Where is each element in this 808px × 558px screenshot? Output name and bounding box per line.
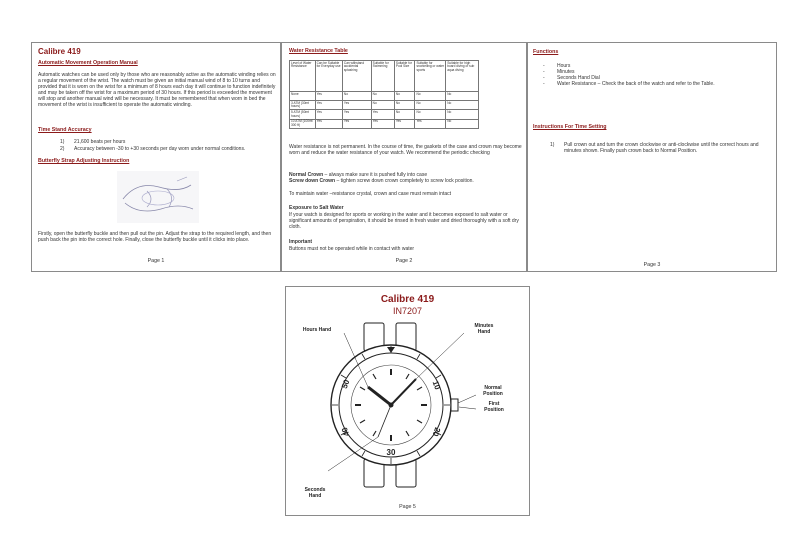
page1-title: Calibre 419 [38, 47, 81, 56]
hours-hand-label: Hours Hand [302, 327, 332, 333]
page-2 [281, 42, 527, 272]
time-setting-list [550, 142, 772, 155]
column-header: Can be Suitable for Everyday use [315, 61, 342, 92]
bezel-10: 10 [430, 379, 443, 391]
column-header: Can withstand accidental splashing [342, 61, 371, 92]
list-item: - Seconds Hand Dial [533, 75, 773, 81]
page-number: Page 1 [147, 258, 165, 264]
movement-heading: Automatic Movement Operation Manual [38, 60, 138, 66]
salt-heading: Exposure to Salt Water [289, 205, 344, 211]
column-header: Suitable for snorkelling or water sports [415, 61, 446, 92]
page-5 [285, 286, 530, 516]
crown-text: Normal Crown – always make sure it is pushed fully into case Screw down Crown – tighten screw down crown completely to screw lock position. [289, 172, 474, 185]
column-header: Suitable for Swimming [371, 61, 394, 92]
page-number: Page 3 [643, 262, 661, 268]
table-row: 10 ATM (100mt 300 ft) Yes Yes Yes Yes Yes No [290, 119, 479, 128]
list-item: 1) Pull crown out and turn the crown clockwise or anti-clockwise until the correct hours and minutes shown. Finally push crown back to Normal Position. [550, 142, 759, 155]
page-number: Page 5 [399, 504, 416, 510]
table-header-row [290, 61, 479, 92]
watch-diagram [306, 319, 511, 509]
functions-list [533, 63, 773, 87]
table-row: 5 ATM (50mt hours) Yes Yes Yes No No No [290, 110, 479, 119]
list-item: - Minutes [533, 69, 773, 75]
important-heading: Important [289, 239, 313, 245]
column-header: Suitable for high board diving or sub aqua diving [446, 61, 479, 92]
time-setting-heading: Instructions For Time Setting [533, 124, 607, 130]
seconds-hand-label: Seconds Hand [304, 487, 326, 500]
water-resistance-text: Water resistance is not permanent. In the course of time, the gaskets of the case and crown may become worn and reduce the water resistance of your watch. We recommend the periodic checking [289, 144, 522, 157]
table-row: None Yes No No No No No [290, 92, 479, 101]
water-table-heading: Water Resistance Table [289, 48, 348, 54]
model-number: IN7207 [392, 306, 423, 316]
bezel-30: 30 [386, 448, 396, 457]
crown [451, 399, 458, 411]
column-header: Level of Water Resistance [290, 61, 316, 92]
butterfly-buckle-image [117, 171, 199, 223]
column-header: Suitable for Pool Size [394, 61, 415, 92]
normal-crown-label: Normal Crown [289, 172, 324, 178]
bezel-50: 50 [339, 378, 352, 390]
maintain-text: To maintain water –resistance crystal, crown and case must remain intact [289, 191, 452, 197]
normal-position-label: Normal Position [483, 385, 503, 398]
page-3 [527, 42, 777, 272]
accuracy-heading: Time Stand Accuracy [38, 127, 92, 133]
first-position-label: First Position [484, 401, 504, 414]
strap-heading: Butterfly Strap Adjusting Instruction [38, 158, 130, 164]
list-item: 2) Accuracy between -30 to +30 seconds per day worn under normal conditions. [60, 146, 246, 153]
list-item: - Water Resistance – Check the back of the watch and refer to the Table. [533, 81, 773, 87]
page-number: Page 2 [395, 258, 413, 264]
list-item: - Hours [533, 63, 773, 69]
strap-text: Firstly, open the butterfly buckle and then pull out the pin. Adjust the strap to the required length, and then push back the pin into the correct hole. Finally, close the butterfly buckle until it clicks into place. [38, 231, 272, 244]
salt-text: If your watch is designed for sports or working in the water and it becomes exposed to salt water or significant amounts of perspiration, it should be rinsed in fresh water and dried thoroughly with a soft dry cloth. [289, 212, 519, 231]
screw-crown-label: Screw down Crown [289, 178, 336, 185]
functions-heading: Functions [533, 49, 559, 55]
page5-title: Calibre 419 [380, 294, 435, 305]
page-1 [31, 42, 281, 272]
movement-text: Automatic watches can be used only by those who are reasonably active as the automatic winding relies on a regular movement of the wrist. The watch must be given an initial manual wind of 8 to 10 turns and provided that it is worn on the wrist for a minimum of 8 hours each day it will continue to function indefinitely and may be taken off the wrist for a maximum period of 30 hours. If this period is exceeded the movement will stop and another manual wind will be necessary. It must be remembered that when worn in bed the movement of the wrist is insufficient to operate the automatic winding. [38, 72, 276, 109]
important-text: Buttons must not be operated while in contact with water [289, 246, 415, 252]
accuracy-list [60, 139, 275, 153]
table-row: 3 ATM (30mt hours) Yes Yes No No No No [290, 101, 479, 110]
water-resistance-table [289, 60, 479, 129]
minutes-hand-label: Minutes Hand [474, 323, 494, 336]
bezel-40: 40 [339, 426, 352, 438]
bezel-20: 20 [430, 426, 443, 438]
list-item: 1) 21,600 beats per hours [60, 139, 126, 145]
